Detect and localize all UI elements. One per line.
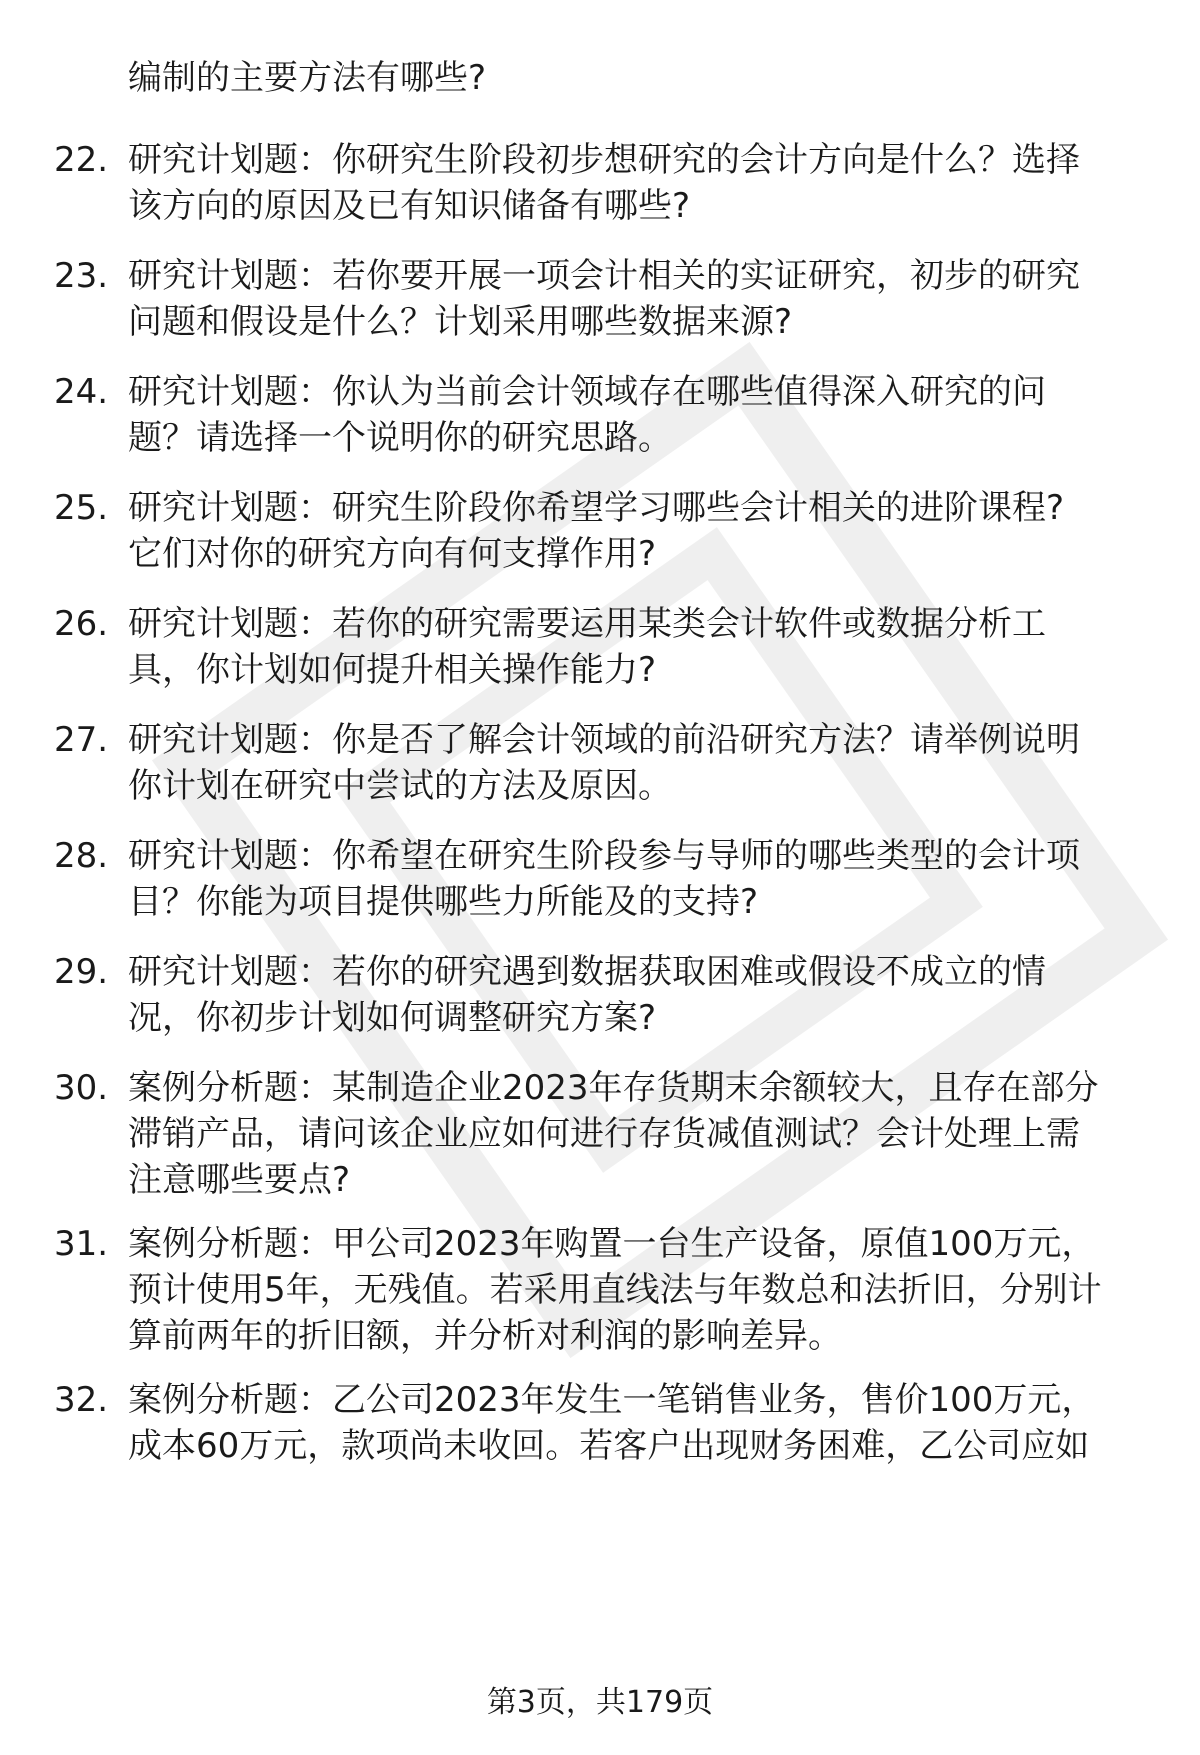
- top-continuation-text: 编制的主要方法有哪些?: [128, 58, 487, 98]
- question-text-line: 成本60万元，款项尚未收回。若客户出现财务困难，乙公司应如: [128, 1426, 1090, 1466]
- question-text-line: 案例分析题：某制造企业2023年存货期末余额较大，且存在部分: [128, 1068, 1099, 1108]
- question-text-line: 研究计划题：若你的研究需要运用某类会计软件或数据分析工: [128, 604, 1046, 644]
- question-number: 32.: [54, 1380, 109, 1420]
- question-text-line: 注意哪些要点?: [128, 1160, 351, 1200]
- question-text-line: 题？请选择一个说明你的研究思路。: [128, 418, 672, 458]
- question-text-line: 案例分析题：甲公司2023年购置一台生产设备，原值100万元，: [128, 1224, 1096, 1264]
- question-number: 25.: [54, 488, 109, 528]
- question-text-line: 案例分析题：乙公司2023年发生一笔销售业务，售价100万元，: [128, 1380, 1096, 1420]
- question-number: 24.: [54, 372, 109, 412]
- question-text-line: 研究计划题：若你的研究遇到数据获取困难或假设不成立的情: [128, 952, 1046, 992]
- question-number: 28.: [54, 836, 109, 876]
- question-number: 22.: [54, 140, 109, 180]
- question-number: 31.: [54, 1224, 109, 1264]
- question-text-line: 研究计划题：你研究生阶段初步想研究的会计方向是什么？选择: [128, 140, 1080, 180]
- question-number: 23.: [54, 256, 109, 296]
- question-number: 30.: [54, 1068, 109, 1108]
- question-text-line: 滞销产品，请问该企业应如何进行存货减值测试？会计处理上需: [128, 1114, 1080, 1154]
- question-text-line: 它们对你的研究方向有何支撑作用?: [128, 534, 657, 574]
- page-footer: 第3页，共179页: [486, 1685, 714, 1720]
- question-text-line: 研究计划题：若你要开展一项会计相关的实证研究，初步的研究: [128, 256, 1080, 296]
- question-text-line: 研究计划题：你希望在研究生阶段参与导师的哪些类型的会计项: [128, 836, 1080, 876]
- question-text-line: 研究计划题：你认为当前会计领域存在哪些值得深入研究的问: [128, 372, 1046, 412]
- question-number: 26.: [54, 604, 109, 644]
- question-text-line: 况，你初步计划如何调整研究方案?: [128, 998, 657, 1038]
- question-number: 27.: [54, 720, 109, 760]
- question-text-line: 算前两年的折旧额，并分析对利润的影响差异。: [128, 1316, 842, 1356]
- question-text-line: 问题和假设是什么？计划采用哪些数据来源?: [128, 302, 793, 342]
- question-text-line: 具，你计划如何提升相关操作能力?: [128, 650, 657, 690]
- question-text-line: 目？你能为项目提供哪些力所能及的支持?: [128, 882, 759, 922]
- question-text-line: 该方向的原因及已有知识储备有哪些?: [128, 186, 691, 226]
- question-text-line: 研究计划题：你是否了解会计领域的前沿研究方法？请举例说明: [128, 720, 1080, 760]
- question-text-line: 你计划在研究中尝试的方法及原因。: [128, 766, 672, 806]
- question-text-line: 研究计划题：研究生阶段你希望学习哪些会计相关的进阶课程?: [128, 488, 1065, 528]
- question-text-line: 预计使用5年，无残值。若采用直线法与年数总和法折旧，分别计: [128, 1270, 1102, 1310]
- question-number: 29.: [54, 952, 109, 992]
